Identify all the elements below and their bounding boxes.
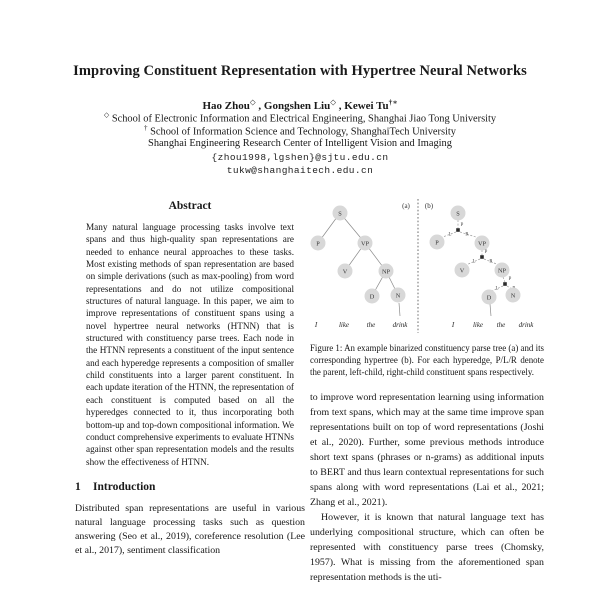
tree-node-S: S: [338, 210, 342, 218]
author-affiliation-marker: †∗: [388, 97, 398, 106]
tree-node-NP: NP: [381, 268, 391, 276]
author-name: Hao Zhou: [202, 99, 250, 112]
tree-node-NP: NP: [497, 267, 507, 275]
email-line: {zhou1998,lgshen}@sjtu.edu.cn: [211, 152, 389, 163]
tree-node-P: P: [435, 239, 439, 247]
tree-node-D: D: [486, 294, 492, 302]
hyperedge-label-left: L: [495, 286, 499, 292]
affiliation-marker: †: [144, 124, 148, 132]
page-title: Improving Constituent Representation with Hypertree Neural Networks: [73, 63, 527, 79]
affiliation-line: [0, 111, 600, 124]
author-separator: ,: [255, 99, 264, 112]
parse-tree-a: [311, 206, 409, 330]
figure1-parse-tree-and-hypertree: [310, 196, 544, 338]
affiliation-marker: ◇: [103, 111, 110, 119]
email-line: tukw@shanghaitech.edu.cn: [226, 165, 374, 176]
leaf-word: I: [451, 321, 455, 329]
leaf-word: the: [496, 321, 506, 329]
leaf-word: drink: [518, 321, 534, 329]
tree-node-V: V: [459, 267, 465, 275]
authors-line: [0, 97, 600, 112]
tree-node-VP: VP: [360, 240, 370, 248]
hyperedge-box: [503, 282, 507, 286]
hyperedge-label-right: R: [465, 232, 469, 238]
affiliation-text: School of Electronic Information and Electrical Engineering, Shanghai Jiao Tong University: [109, 113, 497, 125]
hyperedge-label-right: R: [489, 259, 493, 265]
leaf-word: like: [472, 321, 484, 329]
tree-node-D: D: [369, 293, 375, 301]
affiliation-line: [0, 138, 600, 149]
introduction-paragraph: Distributed span representations are useful in various natural language processing tasks such as question answering (Seo et al., 2019), coreference resolution (Lee et al., 2017), sentiment classification: [75, 502, 305, 557]
leaf-word: the: [366, 321, 376, 329]
body-paragraph: However, it is known that natural language text has underlying compositional structure, which can often be represented with constituency parse trees (Chomsky, 1957). What is missing from the aforementioned span representation methods is the uti-: [310, 511, 544, 583]
abstract-text: Many natural language processing tasks involve text spans and thus high-quality span representations are needed to enhance neural approaches to these tasks. Most existing methods of span representation are based on simple derivations (such as max-pooling) from word representations and do not utilize compositional structures of natural language. In this paper, we aim to improve representations of constituent spans using a novel hypertree neural networks (HTNN) that is structured with constituency parse trees. Each node in the HTNN represents a constituent of the input sentence and each hyperedge represents a composition of smaller child constituents into a larger parent constituent. In each update iteration of the HTNN, the representation of each constituent is computed based on all the hyperedges connected to it, thus incorporating both bottom-up and top-down compositional information. We conduct comprehensive experiments to evaluate HTNNs against other span representation models and the results show the effectiveness of HTNN.: [86, 222, 294, 467]
leaf-word: I: [314, 321, 318, 329]
body-paragraph: to improve word representation learning using information from text spans, which may at the same time improve span representations built on top of word representations (Joshi et al., 2020). Further, some previous methods introduce short text spans (phrases or n-grams) as additional inputs to BERT and thus learn contextual representations for such spans along with word representations (Lai et al., 2021; Zhang et al., 2021).: [310, 391, 544, 508]
author: [202, 97, 264, 112]
hyperedge-label-parent: P: [460, 223, 464, 228]
author-affiliation-marker: ◇: [330, 97, 337, 106]
abstract-heading: Abstract: [168, 200, 212, 212]
tree-node-V: V: [342, 268, 348, 276]
hyperedge-label-left: L: [472, 259, 476, 265]
affiliation-text: School of Information Science and Technology, ShanghaiTech University: [147, 126, 456, 138]
leaf-word: drink: [392, 321, 408, 329]
tree-node-N: N: [395, 292, 401, 300]
author-separator: ,: [336, 99, 345, 112]
tree-node-VP: VP: [477, 240, 487, 248]
section-title: Introduction: [93, 480, 156, 493]
hyperedge-label-parent: P: [508, 277, 512, 282]
tree-node-P: P: [316, 240, 320, 248]
affiliation-line: [0, 124, 600, 137]
author-affiliation-marker: ◇: [249, 97, 256, 106]
left-column: [75, 200, 305, 559]
subfigure-label-b: (b): [424, 202, 434, 210]
leaf-word: like: [338, 321, 350, 329]
subfigure-label-a: (a): [402, 202, 410, 210]
affiliation-text: Shanghai Engineering Research Center of Intelligent Vision and Imaging: [148, 138, 452, 149]
hyperedge-label-parent: P: [484, 250, 488, 255]
tree-node-N: N: [510, 292, 516, 300]
author: [344, 97, 398, 112]
section-number: 1: [75, 480, 81, 493]
author: [263, 97, 345, 112]
author-name: Kewei Tu: [344, 99, 389, 112]
author-name: Gongshen Liu: [263, 99, 331, 112]
hyperedge-box: [456, 228, 460, 232]
section-heading-introduction: [75, 481, 305, 493]
hypertree-b: [430, 206, 535, 330]
right-column: [310, 196, 544, 585]
hyperedge-label-left: L: [448, 232, 452, 238]
tree-node-S: S: [456, 210, 460, 218]
figure1-caption: Figure 1: An example binarized constituency parse tree (a) and its corresponding hypertree (b). For each hyperedge, P/L/R denote the parent, left-child, right-child constituent spans respectively.: [310, 343, 544, 377]
hyperedge-box: [480, 255, 484, 259]
